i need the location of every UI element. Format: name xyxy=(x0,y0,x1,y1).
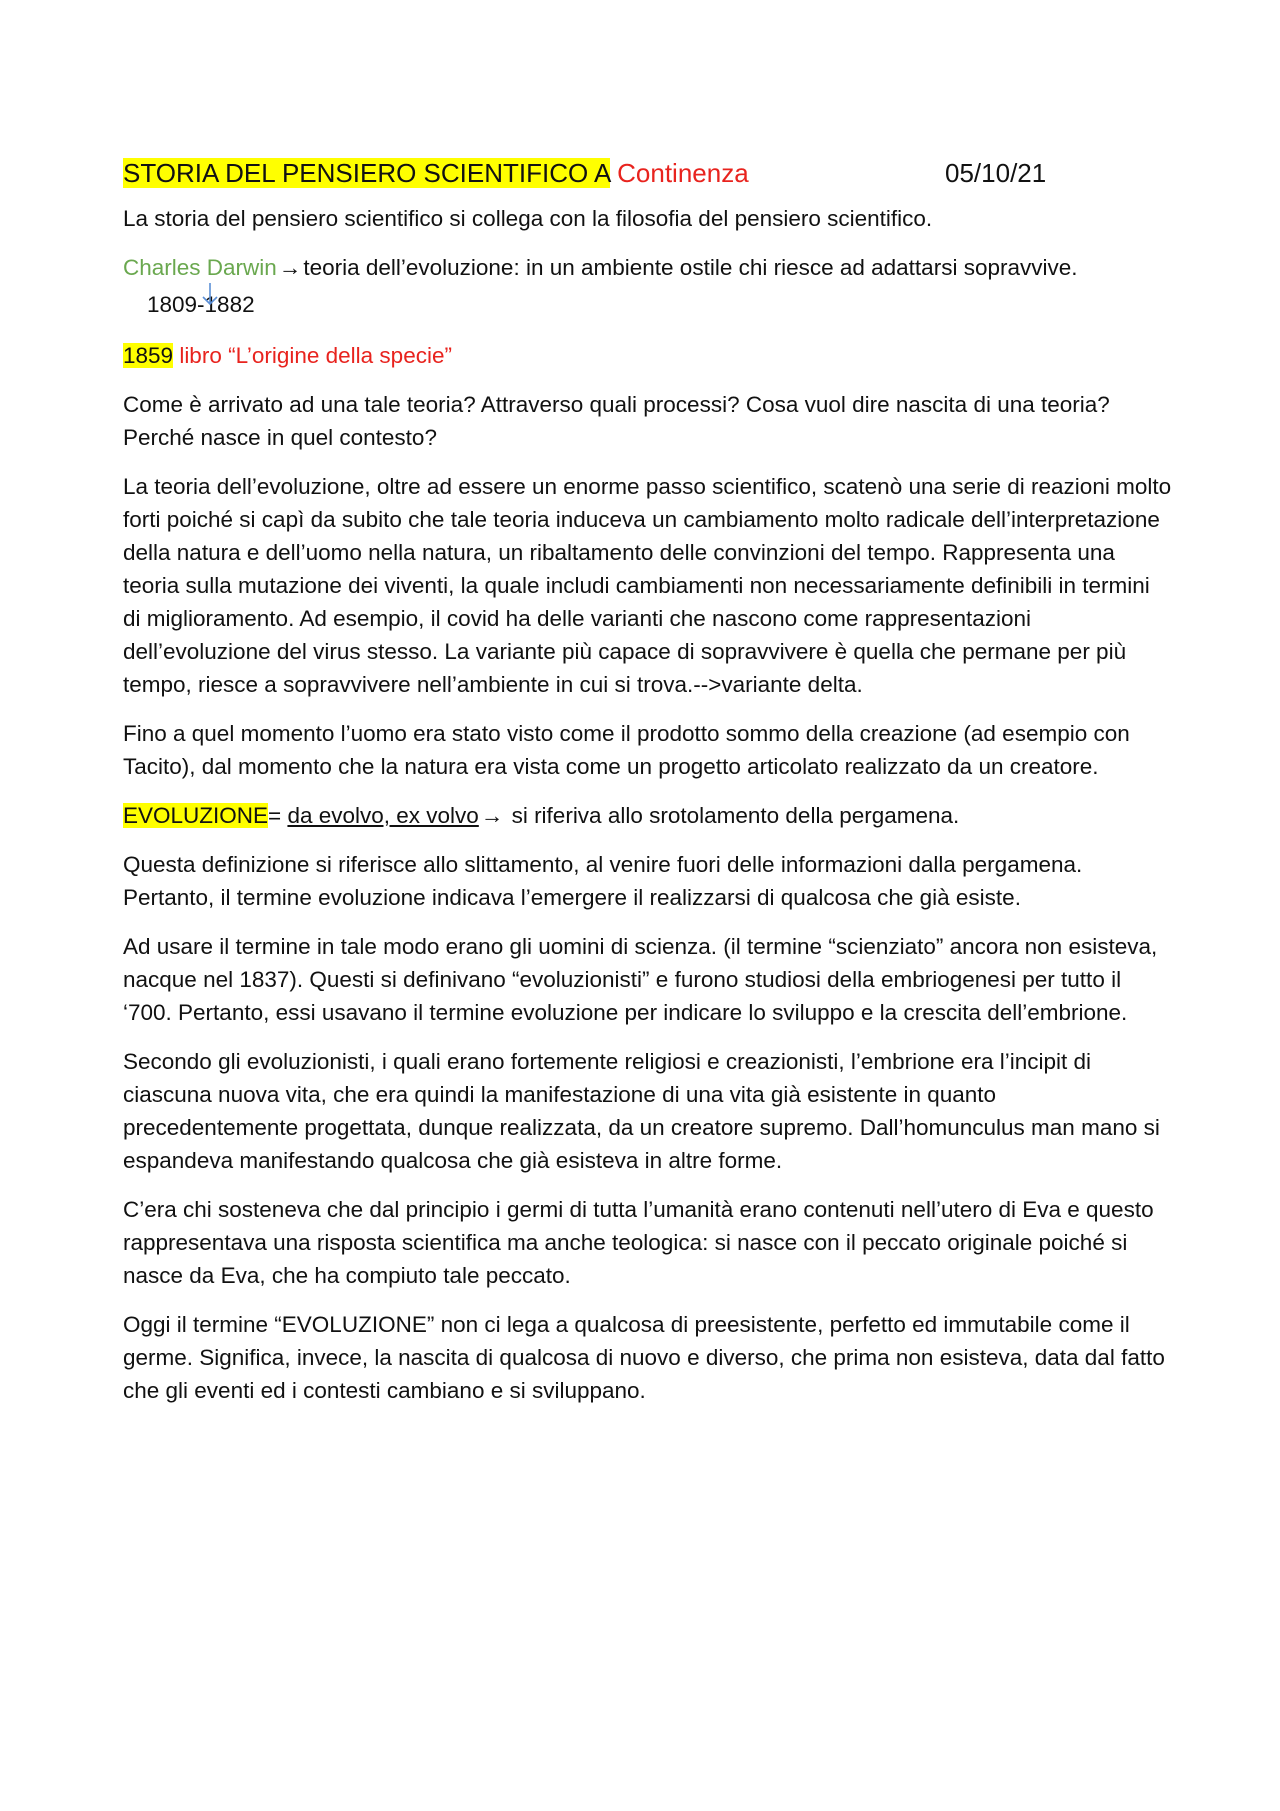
equals-sign: = xyxy=(268,803,288,828)
evoluzione-term: EVOLUZIONE xyxy=(123,803,269,828)
paragraph-6: Ad usare il termine in tale modo erano gli uomini di scienza. (il termine “scienziato” ancora non esisteva, nacque nel 1837). Questi si definivano “evoluzionisti” e furono studiosi della embriogenesi per tutto il ‘700. Pertanto, essi usavano il termine evoluzione per indicare lo sviluppo e la crescita dell’embrione. xyxy=(123,934,1158,1025)
book-title: libro “L’origine della specie” xyxy=(173,343,452,368)
header xyxy=(123,154,1173,192)
book-line xyxy=(123,339,1173,372)
darwin-name: Charles Darwin xyxy=(123,255,277,280)
teacher-name: Continenza xyxy=(617,158,749,188)
right-arrow-icon: → xyxy=(480,803,504,828)
paragraph-5: Questa definizione si riferisce allo slittamento, al venire fuori delle informazioni dalla pergamena. Pertanto, il termine evoluzione indicava l’emergere il realizzarsi di qualcosa che già esiste. xyxy=(123,852,1083,910)
paragraph-2: La teoria dell’evoluzione, oltre ad essere un enorme passo scientifico, scatenò una serie di reazioni molto forti poiché si capì da subito che tale teoria induceva un cambiamento molto radicale dell’interpretazione della natura e dell’uomo nella natura, un ribaltamento delle convinzioni del tempo. Rappresenta una teoria sulla mutazione dei viventi, la quale includi cambiamenti non necessariamente definibili in termini di miglioramento. Ad esempio, il covid ha delle varianti che nascono come rappresentazioni dell’evoluzione del virus stesso. La variante più capace di sopravvivere è quella che permane per più tempo, riesce a sopravvivere nell’ambiente in cui si trova.-->variante delta. xyxy=(123,474,1172,697)
book-year: 1859 xyxy=(123,343,174,368)
right-arrow-icon: → xyxy=(278,255,302,280)
darwin-theory: teoria dell’evoluzione: in un ambiente ostile chi riesce ad adattarsi sopravvive. xyxy=(303,255,1078,280)
etymology: da evolvo, ex volvo xyxy=(287,803,479,828)
paragraph-1: Come è arrivato ad una tale teoria? Attraverso quali processi? Cosa vuol dire nascita di una teoria? Perché nasce in quel contesto? xyxy=(123,392,1110,450)
darwin-line xyxy=(123,251,1173,284)
darwin-years: 1809-1882 xyxy=(147,292,255,317)
page-title: STORIA DEL PENSIERO SCIENTIFICO A xyxy=(123,158,610,188)
evoluzione-line xyxy=(123,799,1173,832)
paragraph-8: C’era chi sosteneva che dal principio i germi di tutta l’umanità erano contenuti nell’utero di Eva e questo rappresentava una risposta scientifica ma anche teologica: si nasce con il peccato originale poiché si nasce da Eva, che ha compiuto tale peccato. xyxy=(123,1197,1154,1288)
document-page xyxy=(123,154,1173,1423)
evoluzione-meaning: si riferiva allo srotolamento della pergamena. xyxy=(505,803,960,828)
intro-paragraph: La storia del pensiero scientifico si collega con la filosofia del pensiero scientifico. xyxy=(123,206,933,231)
down-arrow-icon xyxy=(201,282,219,306)
date: 05/10/21 xyxy=(945,158,1047,188)
paragraph-7: Secondo gli evoluzionisti, i quali erano fortemente religiosi e creazionisti, l’embrione era l’incipit di ciascuna nuova vita, che era quindi la manifestazione di una vita già esistente in quanto precedentemente progettata, dunque realizzata, da un creatore supremo. Dall’homunculus man mano si espandeva manifestando qualcosa che già esisteva in altre forme. xyxy=(123,1049,1160,1173)
paragraph-9: Oggi il termine “EVOLUZIONE” non ci lega a qualcosa di preesistente, perfetto ed immutabile come il germe. Significa, invece, la nascita di qualcosa di nuovo e diverso, che prima non esisteva, data dal fatto che gli eventi ed i contesti cambiano e si sviluppano. xyxy=(123,1312,1165,1403)
paragraph-3: Fino a quel momento l’uomo era stato visto come il prodotto sommo della creazione (ad esempio con Tacito), dal momento che la natura era vista come un progetto articolato realizzato da un creatore. xyxy=(123,721,1130,779)
